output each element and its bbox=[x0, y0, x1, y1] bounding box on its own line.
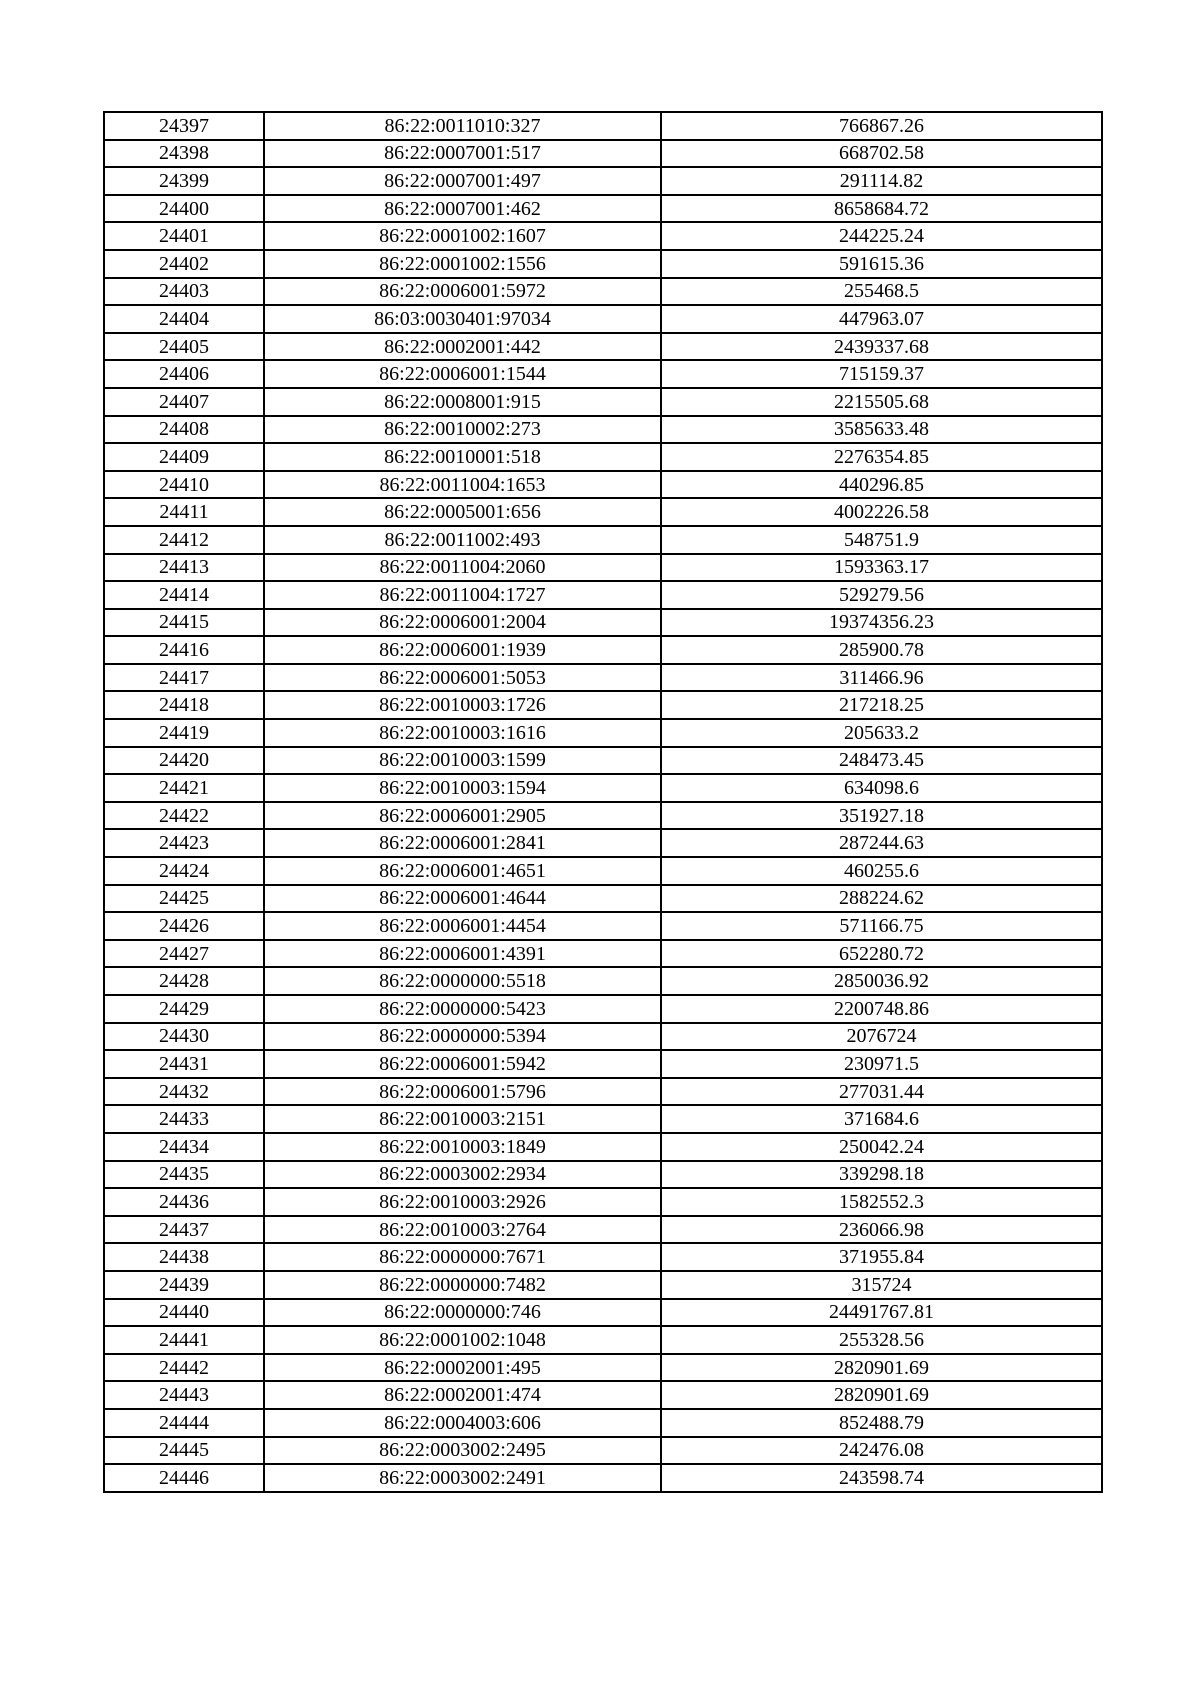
cadastral-value-cell: 652280.72 bbox=[661, 940, 1102, 968]
row-number-cell: 24398 bbox=[104, 140, 264, 168]
row-number-cell: 24440 bbox=[104, 1299, 264, 1327]
cadastral-value-cell: 339298.18 bbox=[661, 1161, 1102, 1189]
cadastral-number-cell: 86:22:0010003:1726 bbox=[264, 691, 661, 719]
cadastral-value-cell: 715159.37 bbox=[661, 360, 1102, 388]
cadastral-value-cell: 447963.07 bbox=[661, 305, 1102, 333]
cadastral-number-cell: 86:22:0003002:2934 bbox=[264, 1161, 661, 1189]
table-row bbox=[104, 1105, 1102, 1133]
row-number-cell: 24415 bbox=[104, 609, 264, 637]
cadastral-value-cell: 440296.85 bbox=[661, 471, 1102, 499]
cadastral-number-cell: 86:22:0003002:2495 bbox=[264, 1437, 661, 1465]
table-row bbox=[104, 1216, 1102, 1244]
cadastral-number-cell: 86:22:0002001:442 bbox=[264, 333, 661, 361]
row-number-cell: 24411 bbox=[104, 498, 264, 526]
row-number-cell: 24438 bbox=[104, 1243, 264, 1271]
row-number-cell: 24444 bbox=[104, 1409, 264, 1437]
cadastral-number-cell: 86:22:0000000:5518 bbox=[264, 967, 661, 995]
table-row bbox=[104, 1078, 1102, 1106]
row-number-cell: 24421 bbox=[104, 774, 264, 802]
row-number-cell: 24433 bbox=[104, 1105, 264, 1133]
cadastral-number-cell: 86:22:0006001:5053 bbox=[264, 664, 661, 692]
cadastral-value-cell: 1582552.3 bbox=[661, 1188, 1102, 1216]
cadastral-value-table bbox=[103, 111, 1103, 1493]
cadastral-number-cell: 86:22:0007001:497 bbox=[264, 167, 661, 195]
cadastral-value-cell: 315724 bbox=[661, 1271, 1102, 1299]
cadastral-number-cell: 86:22:0006001:5796 bbox=[264, 1078, 661, 1106]
cadastral-number-cell: 86:22:0001002:1607 bbox=[264, 222, 661, 250]
table-row bbox=[104, 802, 1102, 830]
table-row bbox=[104, 222, 1102, 250]
cadastral-number-cell: 86:22:0006001:1939 bbox=[264, 636, 661, 664]
cadastral-value-cell: 250042.24 bbox=[661, 1133, 1102, 1161]
cadastral-number-cell: 86:22:0010003:2926 bbox=[264, 1188, 661, 1216]
cadastral-value-cell: 248473.45 bbox=[661, 747, 1102, 775]
cadastral-value-cell: 243598.74 bbox=[661, 1464, 1102, 1492]
cadastral-value-cell: 2820901.69 bbox=[661, 1381, 1102, 1409]
cadastral-number-cell: 86:22:0007001:517 bbox=[264, 140, 661, 168]
cadastral-number-cell: 86:22:0010002:273 bbox=[264, 416, 661, 444]
cadastral-number-cell: 86:22:0006001:4651 bbox=[264, 857, 661, 885]
cadastral-value-cell: 460255.6 bbox=[661, 857, 1102, 885]
cadastral-number-cell: 86:03:0030401:97034 bbox=[264, 305, 661, 333]
cadastral-value-cell: 371955.84 bbox=[661, 1243, 1102, 1271]
row-number-cell: 24443 bbox=[104, 1381, 264, 1409]
cadastral-value-cell: 2215505.68 bbox=[661, 388, 1102, 416]
cadastral-value-cell: 255328.56 bbox=[661, 1326, 1102, 1354]
cadastral-number-cell: 86:22:0006001:1544 bbox=[264, 360, 661, 388]
cadastral-number-cell: 86:22:0011004:1727 bbox=[264, 581, 661, 609]
table-row bbox=[104, 1133, 1102, 1161]
table-row bbox=[104, 1188, 1102, 1216]
cadastral-value-cell: 277031.44 bbox=[661, 1078, 1102, 1106]
cadastral-value-cell: 529279.56 bbox=[661, 581, 1102, 609]
table-row bbox=[104, 857, 1102, 885]
table-row bbox=[104, 526, 1102, 554]
table-row bbox=[104, 747, 1102, 775]
table-row bbox=[104, 995, 1102, 1023]
table-row bbox=[104, 636, 1102, 664]
row-number-cell: 24431 bbox=[104, 1050, 264, 1078]
row-number-cell: 24446 bbox=[104, 1464, 264, 1492]
table-row bbox=[104, 885, 1102, 913]
table-row bbox=[104, 691, 1102, 719]
row-number-cell: 24428 bbox=[104, 967, 264, 995]
cadastral-number-cell: 86:22:0010001:518 bbox=[264, 443, 661, 471]
row-number-cell: 24413 bbox=[104, 554, 264, 582]
cadastral-value-cell: 288224.62 bbox=[661, 885, 1102, 913]
cadastral-value-cell: 285900.78 bbox=[661, 636, 1102, 664]
row-number-cell: 24414 bbox=[104, 581, 264, 609]
cadastral-value-cell: 217218.25 bbox=[661, 691, 1102, 719]
row-number-cell: 24402 bbox=[104, 250, 264, 278]
cadastral-number-cell: 86:22:0010003:1616 bbox=[264, 719, 661, 747]
cadastral-number-cell: 86:22:0002001:495 bbox=[264, 1354, 661, 1382]
table-row bbox=[104, 167, 1102, 195]
row-number-cell: 24437 bbox=[104, 1216, 264, 1244]
table-row bbox=[104, 195, 1102, 223]
cadastral-number-cell: 86:22:0011004:2060 bbox=[264, 554, 661, 582]
table-row bbox=[104, 1023, 1102, 1051]
table-row bbox=[104, 1437, 1102, 1465]
table-row bbox=[104, 1381, 1102, 1409]
row-number-cell: 24408 bbox=[104, 416, 264, 444]
cadastral-number-cell: 86:22:0010003:1849 bbox=[264, 1133, 661, 1161]
cadastral-value-cell: 287244.63 bbox=[661, 829, 1102, 857]
row-number-cell: 24416 bbox=[104, 636, 264, 664]
table-row bbox=[104, 443, 1102, 471]
table-row bbox=[104, 1271, 1102, 1299]
row-number-cell: 24439 bbox=[104, 1271, 264, 1299]
cadastral-value-cell: 668702.58 bbox=[661, 140, 1102, 168]
table-row bbox=[104, 1409, 1102, 1437]
cadastral-value-cell: 2820901.69 bbox=[661, 1354, 1102, 1382]
row-number-cell: 24442 bbox=[104, 1354, 264, 1382]
row-number-cell: 24404 bbox=[104, 305, 264, 333]
cadastral-value-cell: 24491767.81 bbox=[661, 1299, 1102, 1327]
cadastral-number-cell: 86:22:0000000:746 bbox=[264, 1299, 661, 1327]
table-row bbox=[104, 333, 1102, 361]
row-number-cell: 24412 bbox=[104, 526, 264, 554]
cadastral-value-cell: 2850036.92 bbox=[661, 967, 1102, 995]
cadastral-value-cell: 571166.75 bbox=[661, 912, 1102, 940]
table-row bbox=[104, 609, 1102, 637]
cadastral-value-cell: 548751.9 bbox=[661, 526, 1102, 554]
cadastral-number-cell: 86:22:0011002:493 bbox=[264, 526, 661, 554]
cadastral-number-cell: 86:22:0010003:1594 bbox=[264, 774, 661, 802]
cadastral-number-cell: 86:22:0006001:2841 bbox=[264, 829, 661, 857]
cadastral-number-cell: 86:22:0011004:1653 bbox=[264, 471, 661, 499]
cadastral-number-cell: 86:22:0000000:7671 bbox=[264, 1243, 661, 1271]
table-row bbox=[104, 774, 1102, 802]
cadastral-number-cell: 86:22:0010003:2764 bbox=[264, 1216, 661, 1244]
cadastral-number-cell: 86:22:0006001:4644 bbox=[264, 885, 661, 913]
row-number-cell: 24432 bbox=[104, 1078, 264, 1106]
cadastral-number-cell: 86:22:0000000:5423 bbox=[264, 995, 661, 1023]
table-row bbox=[104, 719, 1102, 747]
row-number-cell: 24427 bbox=[104, 940, 264, 968]
cadastral-number-cell: 86:22:0011010:327 bbox=[264, 112, 661, 140]
row-number-cell: 24417 bbox=[104, 664, 264, 692]
row-number-cell: 24420 bbox=[104, 747, 264, 775]
table-row bbox=[104, 1464, 1102, 1492]
cadastral-number-cell: 86:22:0000000:5394 bbox=[264, 1023, 661, 1051]
cadastral-value-cell: 311466.96 bbox=[661, 664, 1102, 692]
cadastral-number-cell: 86:22:0002001:474 bbox=[264, 1381, 661, 1409]
cadastral-value-cell: 236066.98 bbox=[661, 1216, 1102, 1244]
table-row bbox=[104, 471, 1102, 499]
cadastral-value-cell: 766867.26 bbox=[661, 112, 1102, 140]
cadastral-number-cell: 86:22:0003002:2491 bbox=[264, 1464, 661, 1492]
table-row bbox=[104, 140, 1102, 168]
table-row bbox=[104, 581, 1102, 609]
row-number-cell: 24400 bbox=[104, 195, 264, 223]
row-number-cell: 24397 bbox=[104, 112, 264, 140]
row-number-cell: 24425 bbox=[104, 885, 264, 913]
row-number-cell: 24435 bbox=[104, 1161, 264, 1189]
cadastral-value-cell: 4002226.58 bbox=[661, 498, 1102, 526]
row-number-cell: 24401 bbox=[104, 222, 264, 250]
cadastral-value-cell: 2439337.68 bbox=[661, 333, 1102, 361]
row-number-cell: 24424 bbox=[104, 857, 264, 885]
cadastral-value-cell: 2076724 bbox=[661, 1023, 1102, 1051]
table-row bbox=[104, 112, 1102, 140]
table-row bbox=[104, 554, 1102, 582]
cadastral-number-cell: 86:22:0006001:5942 bbox=[264, 1050, 661, 1078]
table-row bbox=[104, 912, 1102, 940]
cadastral-number-cell: 86:22:0005001:656 bbox=[264, 498, 661, 526]
row-number-cell: 24407 bbox=[104, 388, 264, 416]
table-row bbox=[104, 360, 1102, 388]
cadastral-value-cell: 242476.08 bbox=[661, 1437, 1102, 1465]
cadastral-value-cell: 291114.82 bbox=[661, 167, 1102, 195]
cadastral-number-cell: 86:22:0006001:4391 bbox=[264, 940, 661, 968]
table-row bbox=[104, 1326, 1102, 1354]
cadastral-number-cell: 86:22:0004003:606 bbox=[264, 1409, 661, 1437]
row-number-cell: 24422 bbox=[104, 802, 264, 830]
row-number-cell: 24436 bbox=[104, 1188, 264, 1216]
cadastral-number-cell: 86:22:0010003:1599 bbox=[264, 747, 661, 775]
table-row bbox=[104, 1050, 1102, 1078]
table-row bbox=[104, 664, 1102, 692]
row-number-cell: 24399 bbox=[104, 167, 264, 195]
table-body bbox=[104, 112, 1102, 1492]
table-row bbox=[104, 305, 1102, 333]
cadastral-value-cell: 1593363.17 bbox=[661, 554, 1102, 582]
cadastral-value-cell: 591615.36 bbox=[661, 250, 1102, 278]
cadastral-number-cell: 86:22:0006001:2004 bbox=[264, 609, 661, 637]
row-number-cell: 24445 bbox=[104, 1437, 264, 1465]
table-row bbox=[104, 278, 1102, 306]
table-row bbox=[104, 250, 1102, 278]
cadastral-value-cell: 2276354.85 bbox=[661, 443, 1102, 471]
cadastral-value-cell: 634098.6 bbox=[661, 774, 1102, 802]
table-row bbox=[104, 829, 1102, 857]
table-row bbox=[104, 498, 1102, 526]
cadastral-value-cell: 852488.79 bbox=[661, 1409, 1102, 1437]
table-row bbox=[104, 1354, 1102, 1382]
cadastral-value-cell: 371684.6 bbox=[661, 1105, 1102, 1133]
cadastral-value-cell: 255468.5 bbox=[661, 278, 1102, 306]
cadastral-number-cell: 86:22:0008001:915 bbox=[264, 388, 661, 416]
row-number-cell: 24429 bbox=[104, 995, 264, 1023]
cadastral-number-cell: 86:22:0001002:1048 bbox=[264, 1326, 661, 1354]
table-row bbox=[104, 388, 1102, 416]
cadastral-value-cell: 230971.5 bbox=[661, 1050, 1102, 1078]
row-number-cell: 24430 bbox=[104, 1023, 264, 1051]
table-row bbox=[104, 1243, 1102, 1271]
table-row bbox=[104, 967, 1102, 995]
table-row bbox=[104, 1299, 1102, 1327]
cadastral-value-cell: 3585633.48 bbox=[661, 416, 1102, 444]
cadastral-number-cell: 86:22:0010003:2151 bbox=[264, 1105, 661, 1133]
row-number-cell: 24426 bbox=[104, 912, 264, 940]
row-number-cell: 24441 bbox=[104, 1326, 264, 1354]
cadastral-number-cell: 86:22:0001002:1556 bbox=[264, 250, 661, 278]
cadastral-value-cell: 244225.24 bbox=[661, 222, 1102, 250]
cadastral-number-cell: 86:22:0000000:7482 bbox=[264, 1271, 661, 1299]
cadastral-value-cell: 205633.2 bbox=[661, 719, 1102, 747]
row-number-cell: 24409 bbox=[104, 443, 264, 471]
cadastral-number-cell: 86:22:0006001:2905 bbox=[264, 802, 661, 830]
table-row bbox=[104, 416, 1102, 444]
cadastral-value-cell: 8658684.72 bbox=[661, 195, 1102, 223]
cadastral-number-cell: 86:22:0007001:462 bbox=[264, 195, 661, 223]
row-number-cell: 24423 bbox=[104, 829, 264, 857]
row-number-cell: 24419 bbox=[104, 719, 264, 747]
row-number-cell: 24434 bbox=[104, 1133, 264, 1161]
cadastral-value-cell: 351927.18 bbox=[661, 802, 1102, 830]
cadastral-number-cell: 86:22:0006001:4454 bbox=[264, 912, 661, 940]
cadastral-value-cell: 2200748.86 bbox=[661, 995, 1102, 1023]
row-number-cell: 24410 bbox=[104, 471, 264, 499]
row-number-cell: 24418 bbox=[104, 691, 264, 719]
table-row bbox=[104, 940, 1102, 968]
cadastral-number-cell: 86:22:0006001:5972 bbox=[264, 278, 661, 306]
table-row bbox=[104, 1161, 1102, 1189]
row-number-cell: 24405 bbox=[104, 333, 264, 361]
cadastral-value-cell: 19374356.23 bbox=[661, 609, 1102, 637]
row-number-cell: 24406 bbox=[104, 360, 264, 388]
row-number-cell: 24403 bbox=[104, 278, 264, 306]
